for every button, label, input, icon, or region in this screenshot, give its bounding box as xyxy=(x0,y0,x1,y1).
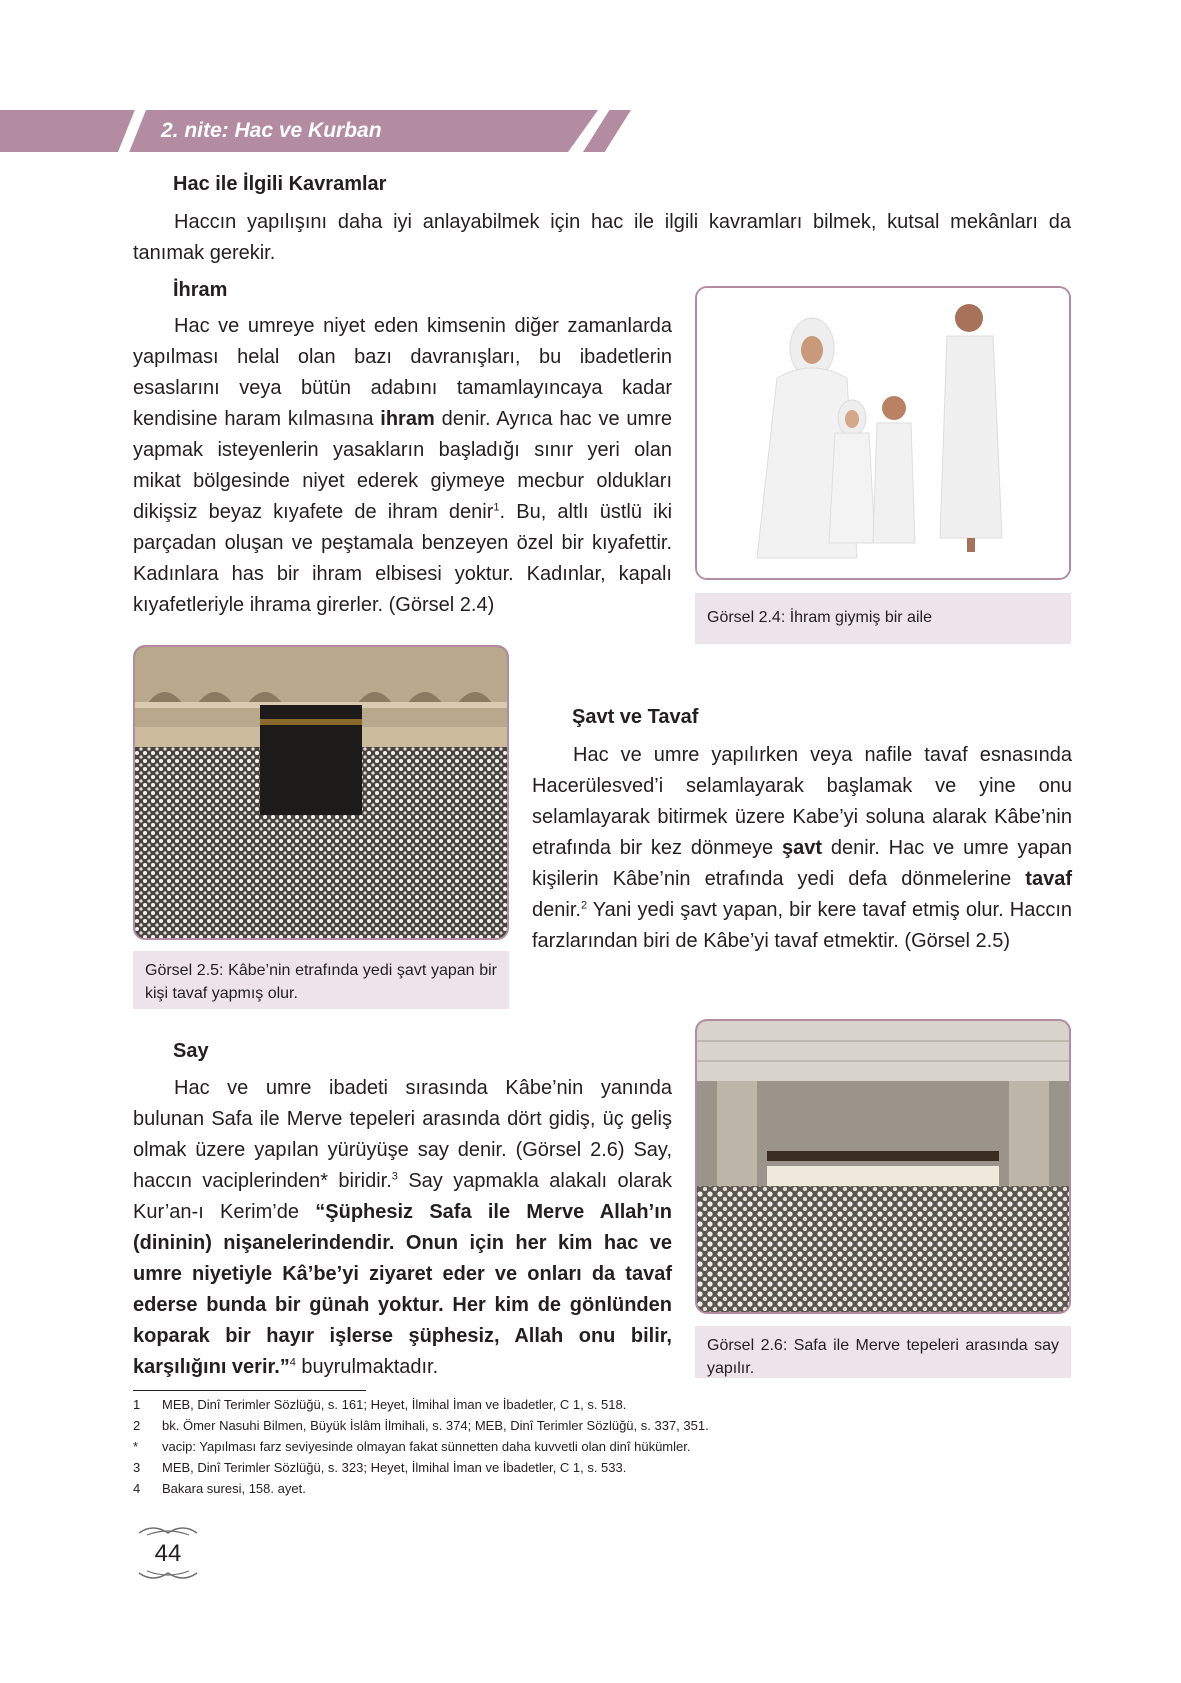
section-heading-ihram: İhram xyxy=(173,279,228,301)
figure-2-4-photo xyxy=(695,286,1071,580)
figure-2-4-caption: Görsel 2.4: İhram giymiş bir aile xyxy=(695,593,1071,644)
footnote xyxy=(133,1397,626,1412)
footnote-text: MEB, Dinî Terimler Sözlüğü, s. 323; Heyet, İlmihal İman ve İbadetler, C 1, s. 533. xyxy=(162,1460,627,1475)
concepts-intro-text: Haccın yapılışını daha iyi anlayabilmek için hac ile ilgili kavramları bilmek, kutsal mekânları da tanımak gerekir. xyxy=(133,211,1071,264)
footnote-ref-1: 1 xyxy=(493,501,500,514)
ihram-text-2: denir. Ayrıca hac ve umre yapmak isteyenlerin yasakların başladığı sınır yeri olan mikat bölgesinde niyet ederek giymeye mecbur oldukları dikişsiz beyaz kıyafete de ihram denir xyxy=(133,408,672,523)
figure-2-6-photo xyxy=(695,1019,1071,1314)
say-text-1: Hac ve umre ibadeti sırasında Kâbe’nin yanında bulunan Safa ile Merve tepeleri arasında dört gidiş, üç geliş olmak üzere yapılan yürüyüşe say denir. (Görsel 2.6) Say, haccın vaciplerinden* biridir. xyxy=(133,1077,672,1192)
savt-text-3: denir. xyxy=(532,899,581,921)
savt-term: şavt xyxy=(782,837,823,859)
savt-tavaf-paragraph xyxy=(532,740,1072,957)
footnote xyxy=(133,1460,626,1475)
figure-2-5-caption: Görsel 2.5: Kâbe’nin etrafında yedi şavt yapan bir kişi tavaf yapmış olur. xyxy=(133,951,509,1009)
say-text-3: buyrulmaktadır. xyxy=(295,1356,439,1378)
ihram-term: ihram xyxy=(380,408,435,430)
figure-2-6-caption: Görsel 2.6: Safa ile Merve tepeleri arasında say yapılır. xyxy=(695,1326,1071,1378)
safa-merve-illustration xyxy=(697,1021,1069,1312)
page-number-block xyxy=(133,1525,203,1581)
footnote-mark: 4 xyxy=(133,1481,141,1496)
savt-text-2: denir. Hac ve umre yapan kişilerin Kâbe’nin etrafında yedi defa dönmelerine xyxy=(532,837,1072,890)
footnote-mark: 1 xyxy=(133,1397,141,1412)
footnote-mark: 2 xyxy=(133,1418,141,1433)
footnote xyxy=(133,1439,690,1454)
section-heading-savt-tavaf: Şavt ve Tavaf xyxy=(572,706,699,728)
footnote-text: MEB, Dinî Terimler Sözlüğü, s. 161; Heyet, İlmihal İman ve İbadetler, C 1, s. 518. xyxy=(162,1397,627,1412)
footnote-ref-3: 3 xyxy=(391,1170,398,1183)
footnote-ref-2: 2 xyxy=(580,899,588,912)
page-number: 44 xyxy=(154,1540,182,1567)
footnote xyxy=(133,1481,306,1496)
section-heading-say: Say xyxy=(173,1040,209,1062)
say-quran-quote: “Şüphesiz Safa ile Merve Allah’ın (dininin) nişanelerindendir. Onun için her kim hac ve umre niyetiyle Kâ’be’yi ziyaret eder ve onları da tavaf ederse bunda bir günah yoktur. Her kim de gönlünden koparak bir hayır işlerse şüphesiz, Allah onu bilir, karşılığını verir.” xyxy=(133,1201,672,1378)
footnote-text: vacip: Yapılması farz seviyesinde olmayan fakat sünnetten daha kuvvetli olan dinî hükümler. xyxy=(162,1439,691,1454)
figure-2-5-photo xyxy=(133,645,509,940)
say-text-2: Say yapmakla alakalı olarak Kur’an-ı Kerim’de xyxy=(133,1170,672,1223)
tavaf-term: tavaf xyxy=(1025,868,1072,890)
footnote-mark: * xyxy=(133,1439,139,1454)
footnote-ref-4: 4 xyxy=(289,1356,296,1369)
footnote-text: bk. Ömer Nasuhi Bilmen, Büyük İslâm İlmihali, s. 374; MEB, Dinî Terimler Sözlüğü, s. 337, 351. xyxy=(162,1418,709,1433)
concepts-intro-paragraph xyxy=(133,207,1071,269)
footnote-divider xyxy=(133,1390,366,1391)
ihram-family-illustration xyxy=(697,288,1069,578)
ihram-paragraph xyxy=(133,311,672,621)
ihram-text-3: . Bu, altlı üstlü iki parçadan oluşan ve peştamala benzeyen özel bir kıyafettir. Kadınlara has bir ihram elbisesi yoktur. Kadınlar, kapalı kıyafetleriyle ihrama girerler. (Görsel 2.4) xyxy=(133,501,673,616)
ihram-text-1: Hac ve umreye niyet eden kimsenin diğer zamanlarda yapılması helal olan bazı davranışları, bu ibadetlerin esaslarını veya bütün adabını tamamlayıncaya kadar kendisine haram kılmasına xyxy=(133,315,672,430)
footnote-text: Bakara suresi, 158. ayet. xyxy=(162,1481,306,1496)
savt-text-4: Yani yedi şavt yapan, bir kere tavaf etmiş olur. Haccın farzlarından biri de Kâbe’yi tavaf etmektir. (Görsel 2.5) xyxy=(532,899,1072,952)
footnote xyxy=(133,1418,709,1433)
section-heading-concepts: Hac ile İlgili Kavramlar xyxy=(173,173,387,195)
footnote-mark: 3 xyxy=(133,1460,141,1475)
kaaba-tawaf-illustration xyxy=(135,647,507,938)
say-paragraph xyxy=(133,1073,672,1383)
savt-text-1: Hac ve umre yapılırken veya nafile tavaf esnasında Hacerülesved’i selamlayarak başlamak ve yine onu selamlayarak bitirmek üzere Kabe’yi soluna alarak Kâbe’nin etrafında bir kez dönmeye xyxy=(532,744,1072,859)
unit-title: 2. nite: Hac ve Kurban xyxy=(161,119,382,142)
